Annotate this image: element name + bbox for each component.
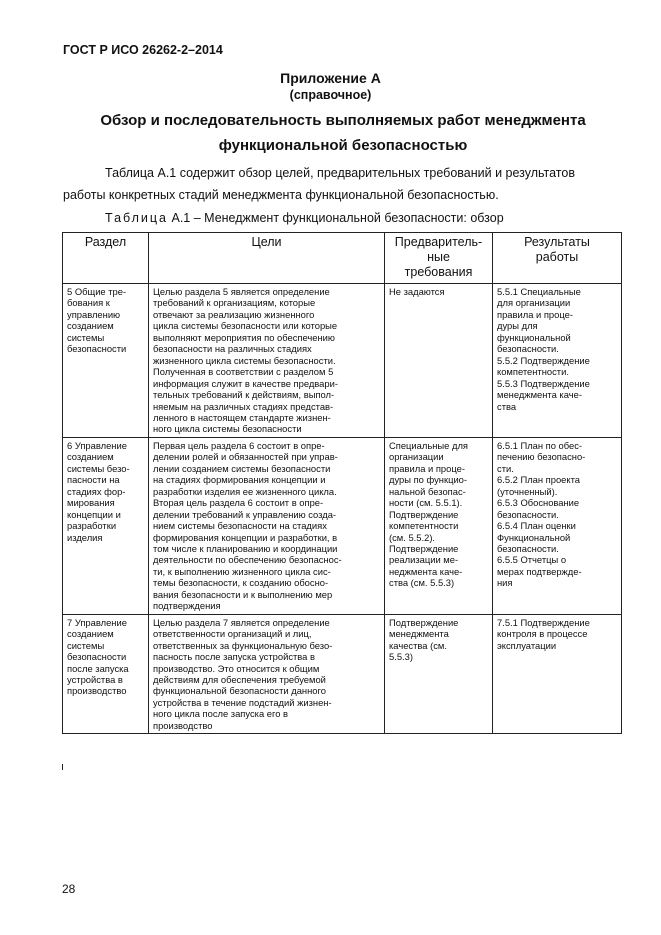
cell-line: производство [67,685,127,697]
page-number: 28 [62,882,76,896]
caption-label: Таблица [105,211,169,225]
table-row [63,284,622,438]
cell-line: системы [67,639,105,651]
cell-line: том числе к планированию и координации [153,542,338,554]
cell-section [63,284,149,438]
cell-line: нием системы безопасности на стадиях [153,520,327,532]
cell-line: 7.5.1 Подтверждение [497,616,590,628]
intro-line-1: Таблица А.1 содержит обзор целей, предварительных требований и результатов [105,166,575,180]
cell-line: контроля в процессе [497,628,588,640]
header-prereq: Предваритель- ные требования [385,233,493,284]
cell-line: ния [497,577,513,589]
cell-line: 6 Управление [67,439,127,451]
cell-line: Целью раздела 5 является определение [153,286,330,297]
cell-line: ного цикла после запуска его в [153,708,289,720]
cell-line: разработки изделия ее жизненного цикла. [153,485,337,497]
cell-line: функциональной безопасности данного [153,685,326,697]
table-row [63,614,622,734]
cell-line: на стадиях формирования концепции и [153,474,326,486]
cell-line: информация служит в качестве предвари- [153,377,338,389]
cell-line: управлению [67,308,121,320]
cell-line: сти. [497,462,514,474]
cell-line: дуры для [497,320,538,332]
overview-table [62,232,622,734]
cell-line: безопасности [67,343,127,355]
cell-results [493,284,622,438]
cell-line: лении созданием системы безопасности [153,462,331,474]
cell-line: эксплуатации [497,639,557,651]
cell-line: Не задаются [389,286,445,297]
cell-line: созданием [67,320,114,332]
cell-line: реализации ме- [389,554,459,566]
cell-line: устройства в [67,673,123,685]
cell-line: ности (см. 5.5.1). [389,497,463,509]
table-edge-mark [62,764,63,770]
cell-line: созданием [67,628,114,640]
cell-line: изделия [67,531,103,543]
cell-line: Подтверждение [389,542,459,554]
cell-line: 5.5.1 Специальные [497,286,581,297]
cell-line: после запуска [67,662,129,674]
cell-line: 6.5.3 Обоснование [497,497,580,509]
cell-line: нальной безопас- [389,485,466,497]
intro-line-2: работы конкретных стадий менеджмента функциональной безопасностью. [63,188,499,202]
heading-line-2: функциональной безопасностью [218,137,468,154]
cell-line: системы [67,331,105,343]
cell-line: 5.5.3 Подтверждение [497,377,590,389]
cell-line: делении ролей и обязанностей при управ- [153,451,338,463]
cell-line: Полученная в соответствии с разделом 5 [153,366,334,378]
cell-line: ства [497,400,517,412]
cell-line: отвечают за реализацию жизненного [153,308,315,320]
cell-line: мерах подтвержде- [497,565,582,577]
cell-goals [149,284,385,438]
cell-line: цикла системы безопасности или которые [153,320,338,332]
cell-line: правила и проце- [497,308,573,320]
cell-line: ти, к выполнению жизненного цикла сис- [153,565,331,577]
appendix-title: Приложение А [280,70,381,86]
cell-line: созданием [67,451,114,463]
cell-line: ответственных за функциональную безо- [153,639,333,651]
cell-line: безопасности [67,651,127,663]
cell-line: тельных требований к действиям, выпол- [153,389,335,401]
cell-line: формирования концепции и разработки, в [153,531,338,543]
cell-line: дуры по функцио- [389,474,468,486]
cell-line: мирования [67,497,115,509]
cell-line: Подтверждение [389,508,459,520]
cell-line: выполняют мероприятия по обеспечению [153,331,335,343]
cell-line: 7 Управление [67,616,127,628]
cell-section [63,614,149,734]
cell-line: ства (см. 5.5.3) [389,577,455,589]
cell-goals [149,614,385,734]
cell-line: 5.5.3) [389,651,413,663]
cell-line: требований к организациям, которые [153,297,316,309]
cell-line: 6.5.2 План проекта [497,474,580,486]
cell-line: системы безо- [67,462,130,474]
document-header: ГОСТ Р ИСО 26262-2–2014 [63,43,223,57]
cell-line: делении требований к управлению созда- [153,508,337,520]
cell-line: печению безопасно- [497,451,586,463]
cell-line: неджмента каче- [389,565,463,577]
cell-line: 5 Общие тре- [67,286,127,297]
cell-section [63,437,149,614]
cell-line: организации [389,451,444,463]
cell-goals [149,437,385,614]
cell-line: устройства в течение подстадий жизнен- [153,696,332,708]
cell-prereq [385,614,493,734]
cell-line: жизненного цикла системы безопасности. [153,354,336,366]
cell-line: ленного в настоящем стандарте жизнен- [153,411,331,423]
cell-line: безопасности. [497,508,559,520]
cell-line: правила и проце- [389,462,465,474]
cell-line: Целью раздела 7 является определение [153,616,330,628]
cell-results [493,614,622,734]
cell-line: для организации [497,297,571,309]
cell-line: компетентности [389,520,459,532]
cell-line: 6.5.1 План по обес- [497,439,583,451]
cell-line: Специальные для [389,439,468,451]
table-caption [105,211,504,225]
header-results: Результаты работы [493,233,622,284]
cell-line: Подтверждение [389,616,459,628]
caption-text: А.1 – Менеджмент функциональной безопасности: обзор [168,211,504,225]
cell-line: менеджмента [389,628,449,640]
cell-line: пасности на [67,474,120,486]
cell-line: стадиях фор- [67,485,126,497]
cell-line: Вторая цель раздела 6 состоит в опре- [153,497,324,509]
header-section: Раздел [63,233,149,284]
appendix-subtitle: (справочное) [289,88,372,102]
cell-line: действиям для обеспечения требуемой [153,673,326,685]
cell-line: ного цикла системы безопасности [153,423,302,435]
cell-line: подтверждения [153,600,221,612]
cell-line: вания безопасности и к выполнению мер [153,588,333,600]
cell-line: разработки [67,520,117,532]
cell-line: безопасности. [497,542,559,554]
cell-line: деятельности по обеспечению безопаснос- [153,554,342,566]
cell-line: темы безопасности, к созданию обосно- [153,577,329,589]
cell-line: 5.5.2 Подтверждение [497,354,590,366]
cell-line: 6.5.5 Отчетцы о [497,554,567,566]
cell-prereq [385,437,493,614]
table-row [63,437,622,614]
cell-line: няемым на различных стадиях представ- [153,400,334,412]
table-header-row [63,233,622,284]
header-goals: Цели [149,233,385,284]
cell-line: Функциональной [497,531,571,543]
cell-line: пасность после запуска устройства в [153,651,315,663]
cell-line: бования к [67,297,110,309]
cell-line: производство. Это относится к общим [153,662,320,674]
cell-line: безопасности. [497,343,559,355]
cell-line: концепции и [67,508,121,520]
cell-prereq [385,284,493,438]
cell-line: (уточненный). [497,485,558,497]
cell-line: 6.5.4 План оценки [497,520,576,532]
cell-results [493,437,622,614]
cell-line: (см. 5.5.2). [389,531,436,543]
cell-line: компетентности. [497,366,569,378]
cell-line: производство [153,719,213,731]
cell-line: менеджмента каче- [497,389,582,401]
heading-line-1: Обзор и последовательность выполняемых работ менеджмента [100,112,586,129]
cell-line: ответственности организаций и лиц, [153,628,312,640]
cell-line: качества (см. [389,639,447,651]
cell-line: функциональной [497,331,571,343]
cell-line: безопасности на различных стадиях [153,343,312,355]
cell-line: Первая цель раздела 6 состоит в опре- [153,439,325,451]
